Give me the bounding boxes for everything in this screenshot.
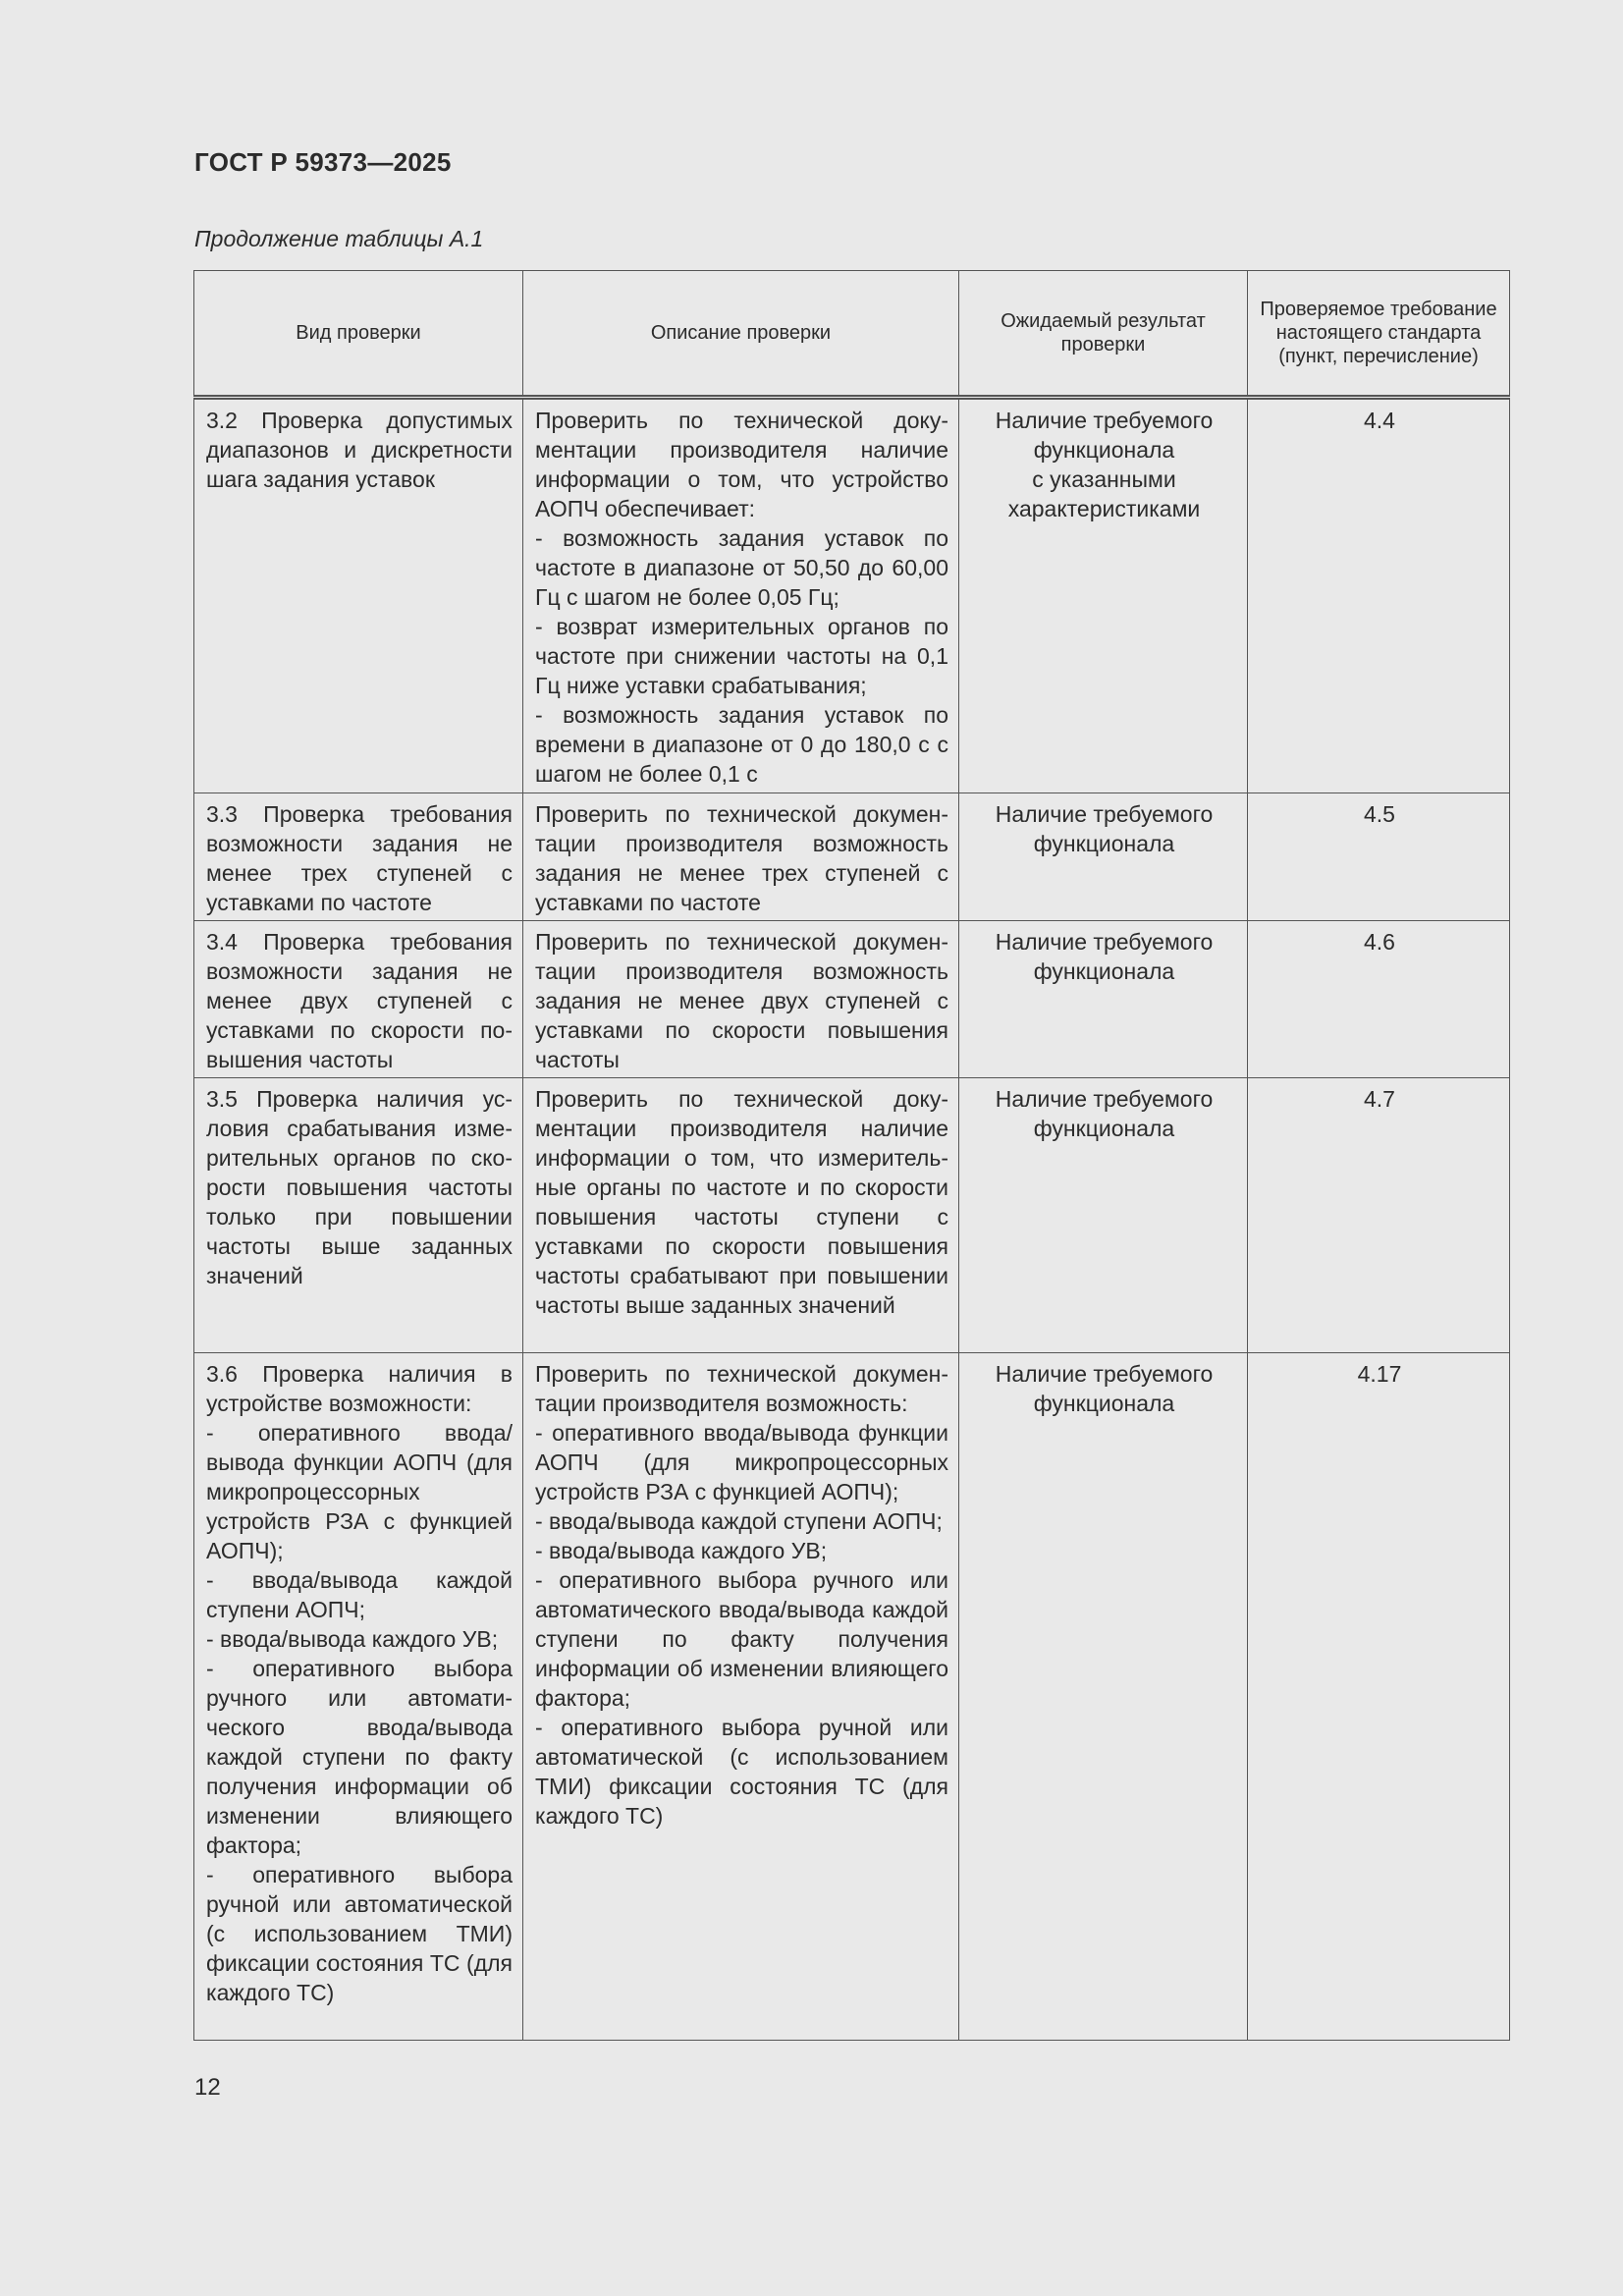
expected-result-cell: Наличие требуемого функционала с указанными характеристиками	[959, 398, 1248, 793]
document-standard-header: ГОСТ Р 59373—2025	[194, 147, 452, 177]
table-caption: Продолжение таблицы А.1	[194, 226, 484, 251]
table-row	[194, 921, 1510, 1078]
check-description-cell: Проверить по технической документации производителя возможность: - оперативного ввода/вывода функции АОПЧ (для микропроцессорных устройств РЗА с функцией АОПЧ); - ввода/вывода каждой ступени АОПЧ; - ввода/вывода каждого УВ; - оперативного выбора ручного или автоматического ввода/вывода каждой ступени по факту получения информации об изменении влияющего фактора; - оперативного выбора ручной или автоматической (с использованием ТМИ) фиксации состояния ТС (для каждого ТС)	[523, 1353, 959, 2041]
column-header-requirement-clause: Проверяемое требование настоящего стандарта (пункт, перечисление)	[1248, 271, 1510, 398]
check-type-cell: 3.4 Проверка требования возможности задания не менее двух ступеней с уставками по скорости повышения частоты	[194, 921, 523, 1078]
check-description-cell: Проверить по технической документации производителя возможность задания не менее двух ступеней с уставками по скорости повышения частоты	[523, 921, 959, 1078]
column-header-check-type: Вид проверки	[194, 271, 523, 398]
requirement-clause-cell: 4.7	[1248, 1078, 1510, 1353]
column-header-expected-result: Ожидаемый результат проверки	[959, 271, 1248, 398]
table-header-row	[194, 271, 1510, 398]
table-header	[194, 271, 1510, 398]
check-type-cell: 3.2 Проверка допустимых диапазонов и дискретности шага задания уставок	[194, 398, 523, 793]
requirement-clause-cell: 4.6	[1248, 921, 1510, 1078]
expected-result-cell: Наличие требуемого функционала	[959, 793, 1248, 921]
table-row	[194, 793, 1510, 921]
check-type-cell: 3.6 Проверка наличия в устройстве возможности: - оперативного ввода/ вывода функции АОПЧ (для микропроцессорных устройств РЗА с функцией АОПЧ); - ввода/вывода каждой ступени АОПЧ; - ввода/вывода каждого УВ; - оперативного выбора ручного или автоматического ввода/вывода каждой ступени по факту получения информации об изменении влияющего фактора; - оперативного выбора ручной или автоматической (с использованием ТМИ) фиксации состояния ТС (для каждого ТС)	[194, 1353, 523, 2041]
expected-result-cell: Наличие требуемого функционала	[959, 1078, 1248, 1353]
check-description-cell: Проверить по технической документации производителя возможность задания не менее трех ступеней с уставками по частоте	[523, 793, 959, 921]
requirement-clause-cell: 4.4	[1248, 398, 1510, 793]
expected-result-cell: Наличие требуемого функционала	[959, 1353, 1248, 2041]
table-row	[194, 1078, 1510, 1353]
expected-result-cell: Наличие требуемого функционала	[959, 921, 1248, 1078]
table-row	[194, 1353, 1510, 2041]
requirement-clause-cell: 4.5	[1248, 793, 1510, 921]
requirements-table	[193, 270, 1510, 2041]
check-description-cell: Проверить по технической документации производителя наличие информации о том, что измерительные органы по частоте и по скорости повышения частоты ступени с уставками по скорости повышения частоты срабатывают при повышении частоты выше заданных значений	[523, 1078, 959, 1353]
check-description-cell: Проверить по технической документации производителя наличие информации о том, что устройство АОПЧ обеспечивает: - возможность задания уставок по частоте в диапазоне от 50,50 до 60,00 Гц с шагом не более 0,05 Гц; - возврат измерительных органов по частоте при снижении частоты на 0,1 Гц ниже уставки срабатывания; - возможность задания уставок по времени в диапазоне от 0 до 180,0 с с шагом не более 0,1 с	[523, 398, 959, 793]
column-header-check-description: Описание проверки	[523, 271, 959, 398]
check-type-cell: 3.3 Проверка требования возможности задания не менее трех ступеней с уставками по частоте	[194, 793, 523, 921]
table-body	[194, 398, 1510, 2041]
page-number: 12	[194, 2074, 221, 2101]
table-row	[194, 398, 1510, 793]
check-type-cell: 3.5 Проверка наличия условия срабатывания измерительных органов по скорости повышения частоты только при повышении частоты выше заданных значений	[194, 1078, 523, 1353]
requirement-clause-cell: 4.17	[1248, 1353, 1510, 2041]
